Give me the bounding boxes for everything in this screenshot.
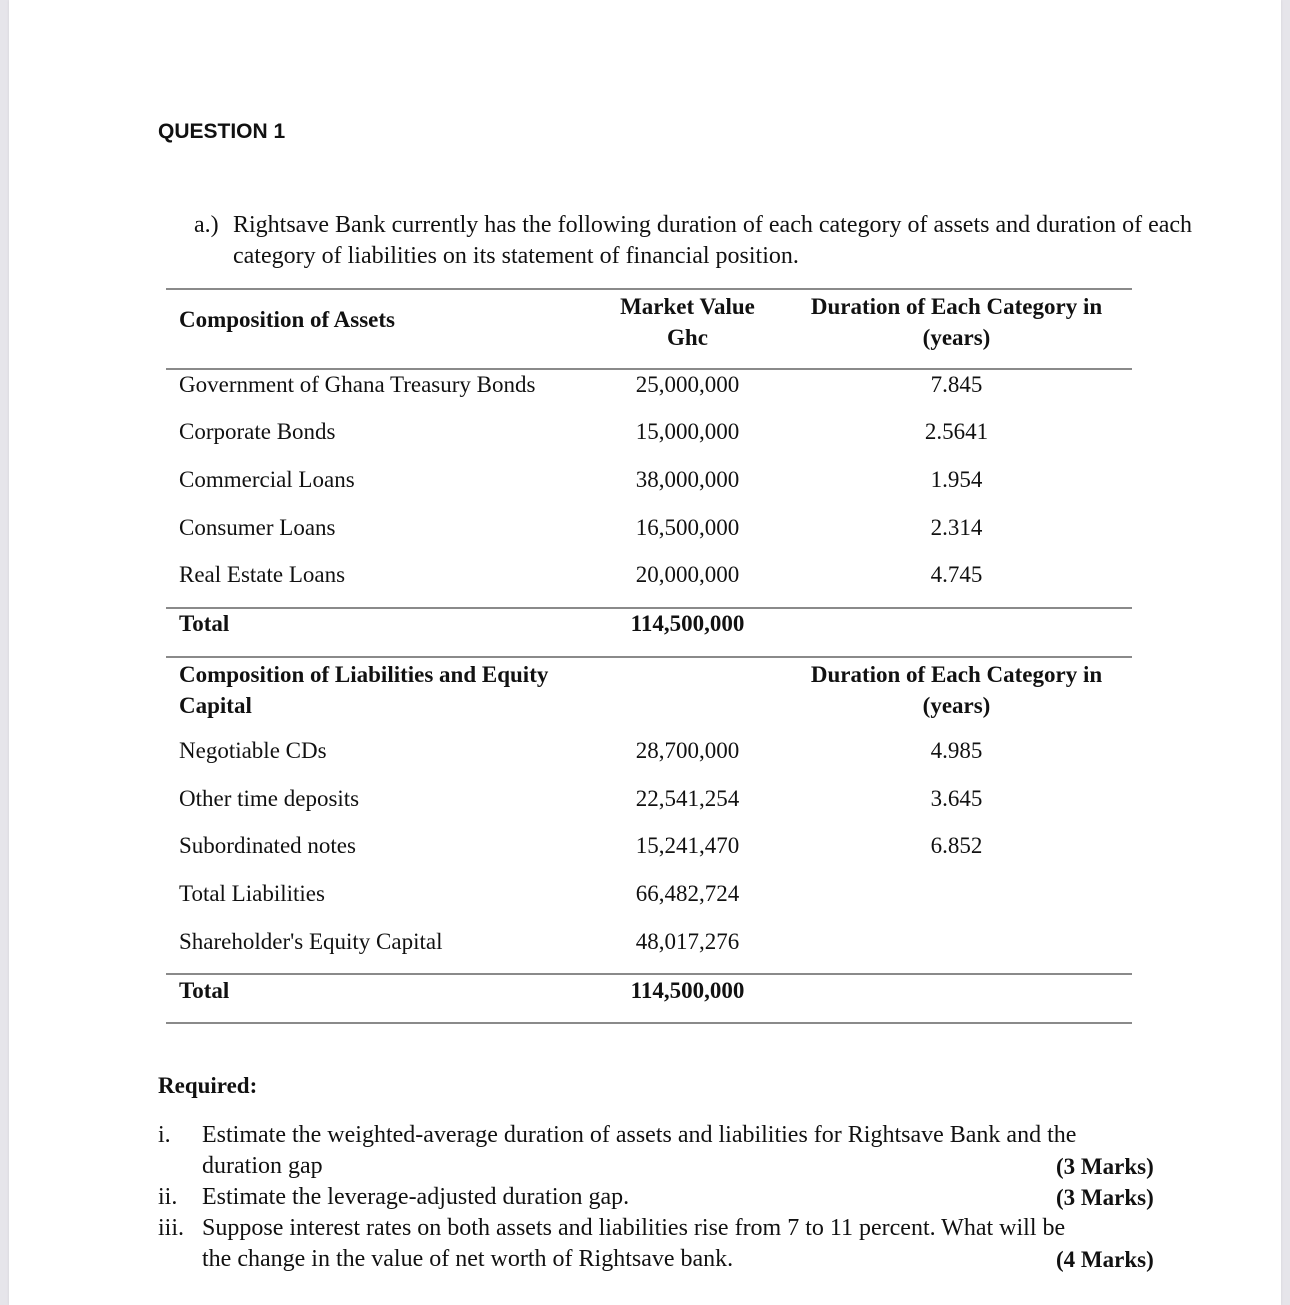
assets-header-composition: Composition of Assets: [179, 307, 395, 332]
intro-label: a.): [194, 212, 219, 238]
table-bottom-rule: [166, 1022, 1132, 1024]
total-value: 114,500,000: [630, 978, 745, 1003]
liability-duration: 3.645: [930, 786, 983, 811]
required-heading: Required:: [158, 1073, 258, 1098]
required-item: [158, 1120, 1158, 1182]
asset-name: Corporate Bonds: [179, 419, 336, 444]
asset-value: 20,000,000: [635, 562, 740, 587]
item-line: duration gap: [202, 1153, 323, 1179]
liability-name: Shareholder's Equity Capital: [179, 929, 443, 954]
assets-header-market-value: [589, 291, 786, 353]
required-item: [158, 1213, 1158, 1275]
liability-value: 22,541,254: [635, 786, 740, 811]
item-number: iii.: [158, 1215, 185, 1241]
asset-duration: 4.745: [930, 562, 983, 587]
item-marks: (3 Marks): [1056, 1185, 1154, 1210]
item-number: ii.: [158, 1184, 178, 1210]
liability-value: 15,241,470: [635, 833, 740, 858]
item-text: [202, 1182, 1122, 1213]
asset-name: Consumer Loans: [179, 515, 336, 540]
item-line: Estimate the weighted-average duration of assets and liabilities for Rightsave Bank and the: [202, 1122, 1077, 1148]
asset-name: Real Estate Loans: [179, 562, 346, 587]
asset-name: Commercial Loans: [179, 467, 355, 492]
liability-value: 48,017,276: [635, 929, 740, 954]
total-label: Total: [179, 978, 230, 1003]
item-number: i.: [158, 1122, 171, 1148]
liability-duration: 6.852: [930, 833, 983, 858]
liability-value: 28,700,000: [635, 738, 740, 763]
duration-label: Duration of Each Category in: [810, 294, 1103, 319]
duration-unit-label: (years): [922, 693, 991, 718]
item-line: Suppose interest rates on both assets and liabilities rise from 7 to 11 percent. What will be: [202, 1215, 1066, 1241]
total-label: Total: [179, 611, 230, 636]
header-rule: [166, 368, 1132, 370]
liability-name: Subordinated notes: [179, 833, 356, 858]
asset-value: 38,000,000: [635, 467, 740, 492]
total-value: 114,500,000: [630, 611, 745, 636]
total-rule: [166, 607, 1132, 609]
question-title: QUESTION 1: [158, 120, 286, 143]
item-marks: (3 Marks): [1056, 1154, 1154, 1179]
asset-value: 25,000,000: [635, 372, 740, 397]
asset-name: Government of Ghana Treasury Bonds: [179, 372, 536, 397]
liability-value: 66,482,724: [635, 881, 740, 906]
item-marks: (4 Marks): [1056, 1247, 1154, 1272]
market-value-label: Market Value: [620, 294, 755, 319]
currency-label: Ghc: [667, 325, 708, 350]
liability-name: Negotiable CDs: [179, 738, 327, 763]
total-rule: [166, 973, 1132, 975]
asset-value: 16,500,000: [635, 515, 740, 540]
assets-header-duration: [794, 291, 1119, 353]
duration-label: Duration of Each Category in: [810, 662, 1103, 687]
table-top-rule: [166, 288, 1132, 290]
liability-duration: 4.985: [930, 738, 983, 763]
section-rule: [166, 656, 1132, 658]
composition-label-cont: Capital: [179, 693, 252, 718]
asset-duration: 2.5641: [924, 419, 989, 444]
item-line: Estimate the leverage-adjusted duration gap.: [202, 1184, 630, 1210]
asset-duration: 7.845: [930, 372, 983, 397]
item-line: the change in the value of net worth of Rightsave bank.: [202, 1246, 734, 1272]
item-text: [202, 1120, 1122, 1182]
liabilities-header-composition: [179, 659, 548, 721]
asset-duration: 1.954: [930, 467, 983, 492]
document-page: [9, 0, 1281, 1305]
liabilities-header-duration: [794, 659, 1119, 721]
composition-label: Composition of Liabilities and Equity: [179, 662, 549, 687]
liability-name: Other time deposits: [179, 786, 360, 811]
duration-unit-label: (years): [922, 325, 991, 350]
required-item: [158, 1182, 1158, 1213]
asset-value: 15,000,000: [635, 419, 740, 444]
asset-duration: 2.314: [930, 515, 983, 540]
item-text: [202, 1213, 1122, 1275]
intro-text: Rightsave Bank currently has the following duration of each category of assets and duration of each category of liabilities on its statement of financial position.: [233, 212, 1193, 269]
liability-name: Total Liabilities: [179, 881, 325, 906]
